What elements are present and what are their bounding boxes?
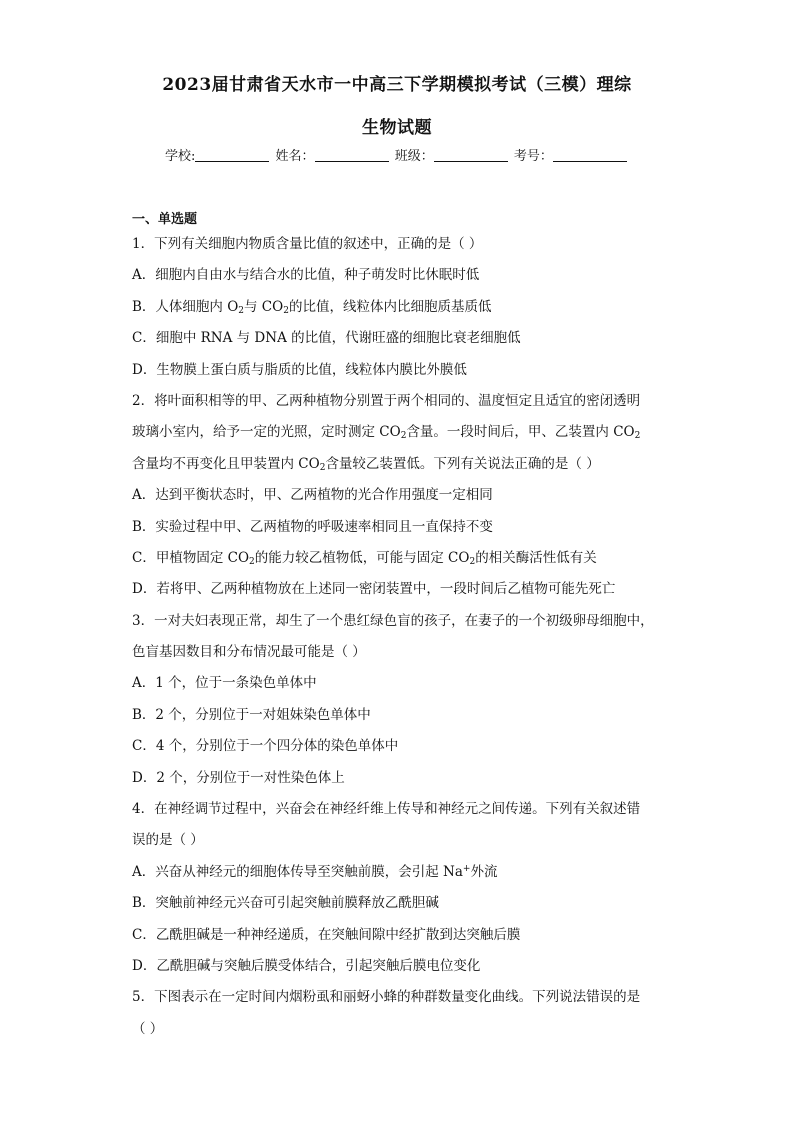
q2-option-b: B．实验过程中甲、乙两植物的呼吸速率相同且一直保持不变 bbox=[132, 518, 493, 535]
q5-stem-line-2: （ ） bbox=[132, 1020, 164, 1037]
q2-option-d: D．若将甲、乙两种植物放在上述同一密闭装置中，一段时间后乙植物可能先死亡 bbox=[132, 581, 616, 598]
q2-stem-line-3: 含量均不再变化且甲装置内 $CO_2$含量较乙装置低。下列有关说法正确的是（ ） bbox=[132, 455, 600, 473]
q3-stem-line-2: 色盲基因数目和分布情况最可能是（ ） bbox=[132, 644, 366, 661]
q3-option-d: D．2 个，分别位于一对性染色体上 bbox=[132, 769, 345, 786]
q1-stem: 1．下列有关细胞内物质含量比值的叙述中，正确的是（ ） bbox=[132, 236, 483, 252]
q4-option-a: A．兴奋从神经元的细胞体传导至突触前膜，会引起 Na+外流 bbox=[132, 863, 498, 880]
q4-stem-line-1: 4．在神经调节过程中，兴奋会在神经纤维上传导和神经元之间传递。下列有关叙述错 bbox=[132, 801, 641, 818]
school-label: 学校: bbox=[165, 149, 196, 164]
q4-option-d: D．乙酰胆碱与突触后膜受体结合，引起突触后膜电位变化 bbox=[132, 957, 481, 974]
exam-number-blank bbox=[553, 149, 627, 162]
q2-stem-line-2: 玻璃小室内，给予一定的光照，定时测定 $CO_2$含量。一段时间后，甲、乙装置内 $CO_2$ bbox=[132, 424, 641, 442]
q3-stem-line-1: 3．一对夫妇表现正常，却生了一个患红绿色盲的孩子，在妻子的一个初级卵母细胞中， bbox=[132, 612, 654, 629]
q1-option-a: A．细胞内自由水与结合水的比值，种子萌发时比休眠时低 bbox=[132, 267, 480, 284]
q1-option-d: D．生物膜上蛋白质与脂质的比值，线粒体内膜比外膜低 bbox=[132, 361, 467, 378]
name-label: 姓名： bbox=[275, 149, 315, 164]
q3-option-c: C．4 个，分别位于一个四分体的染色单体中 bbox=[132, 738, 399, 755]
title-line-2: 生物试题 bbox=[362, 118, 432, 138]
q3-option-a: A．1 个，位于一条染色单体中 bbox=[132, 675, 317, 692]
q1-option-c: C．细胞中 RNA 与 DNA 的比值，代谢旺盛的细胞比衰老细胞低 bbox=[132, 330, 521, 347]
questions-body bbox=[132, 229, 664, 1045]
exam-number-label: 考号： bbox=[513, 149, 553, 164]
class-label: 班级： bbox=[394, 149, 434, 164]
q2-option-c: C．甲植物固定 $CO_2$的能力较乙植物低，可能与固定 $CO_2$的相关酶活性低有关 bbox=[132, 549, 597, 567]
q3-option-b: B．2 个，分别位于一对姐妹染色单体中 bbox=[132, 706, 371, 723]
q4-option-c: C．乙酰胆碱是一种神经递质，在突触间隙中经扩散到达突触后膜 bbox=[132, 926, 521, 943]
q4-stem-line-2: 误的是（ ） bbox=[132, 832, 204, 849]
school-blank bbox=[195, 149, 269, 162]
q5-stem-line-1: 5．下图表示在一定时间内烟粉虱和丽蚜小蜂的种群数量变化曲线。下列说法错误的是 bbox=[132, 989, 641, 1006]
student-info-row bbox=[165, 145, 629, 164]
name-blank bbox=[315, 149, 389, 162]
title-line-1: 2023届甘肃省天水市一中高三下学期模拟考试（三模）理综 bbox=[162, 75, 632, 95]
class-blank bbox=[434, 149, 508, 162]
q2-stem-line-1: 2．将叶面积相等的甲、乙两种植物分别置于两个相同的、温度恒定且适宜的密闭透明 bbox=[132, 392, 641, 409]
section-heading: 一、单选题 bbox=[132, 212, 198, 227]
q2-option-a: A．达到平衡状态时，甲、乙两植物的光合作用强度一定相同 bbox=[132, 487, 493, 504]
q1-option-b: B．人体细胞内 $O_2$与 $CO_2$的比值，线粒体内比细胞质基质低 bbox=[132, 298, 492, 316]
q4-option-b: B．突触前神经元兴奋可引起突触前膜释放乙酰胆碱 bbox=[132, 895, 439, 912]
